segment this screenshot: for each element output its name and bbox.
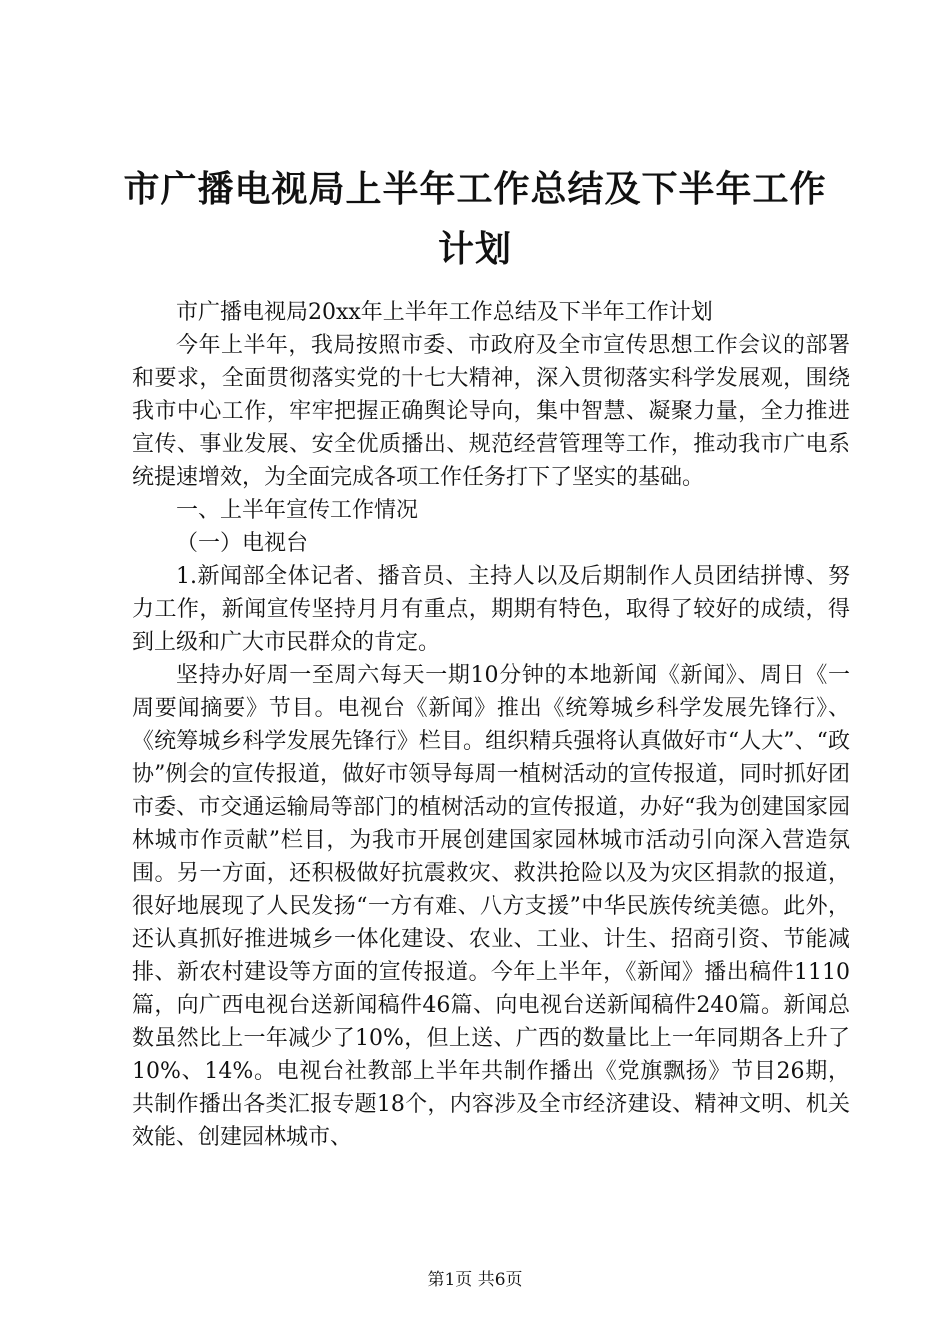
document-title: 市广播电视局上半年工作总结及下半年工作计划: [123, 169, 827, 270]
news-dept-paragraph: 1.新闻部全体记者、播音员、主持人以及后期制作人员团结拼博、努力工作，新闻宣传坚持月月有重点，期期有特色，取得了较好的成绩，得到上级和广大市民群众的肯定。: [132, 564, 850, 655]
subtitle-paragraph: 市广播电视局20xx年上半年工作总结及下半年工作计划: [176, 300, 713, 325]
page-number: 第1页 共6页: [427, 1270, 523, 1290]
section-heading: 一、上半年宣传工作情况: [176, 498, 419, 523]
document-body: [132, 296, 850, 1154]
news-program-paragraph: 坚持办好周一至周六每天一期10分钟的本地新闻《新闻》、周日《一周要闻摘要》节目。电视台《新闻》推出《统筹城乡科学发展先锋行》、《统筹城乡科学发展先锋行》栏目。组织精兵强将认真做好市“人大”、“政协”例会的宣传报道，做好市领导每周一植树活动的宣传报道，同时抓好团市委、市交通运输局等部门的植树活动的宣传报道，办好“我为创建国家园林城市作贡献”栏目，为我市开展创建国家园林城市活动引向深入营造氛围。另一方面，还积极做好抗震救灾、救洪抢险以及为灾区捐款的报道，很好地展现了人民发扬“一方有难、八方支援”中华民族传统美德。此外，还认真抓好推进城乡一体化建设、农业、工业、计生、招商引资、节能减排、新农村建设等方面的宣传报道。今年上半年，《新闻》播出稿件1110篇，向广西电视台送新闻稿件46篇、向电视台送新闻稿件240篇。新闻总数虽然比上一年减少了10%，但上送、广西的数量比上一年同期各上升了10%、14%。电视台社教部上半年共制作播出《党旗飘扬》节目26期，共制作播出各类汇报专题18个，内容涉及全市经济建设、精神文明、机关效能、创建园林城市、: [132, 663, 850, 1150]
subsection-heading: （一）电视台: [176, 531, 309, 556]
intro-paragraph: 今年上半年，我局按照市委、市政府及全市宣传思想工作会议的部署和要求，全面贯彻落实党的十七大精神，深入贯彻落实科学发展观，围绕我市中心工作，牢牢把握正确舆论导向，集中智慧、凝聚力量，全力推进宣传、事业发展、安全优质播出、规范经营管理等工作，推动我市广电系统提速增效，为全面完成各项工作任务打下了坚实的基础。: [132, 333, 850, 490]
